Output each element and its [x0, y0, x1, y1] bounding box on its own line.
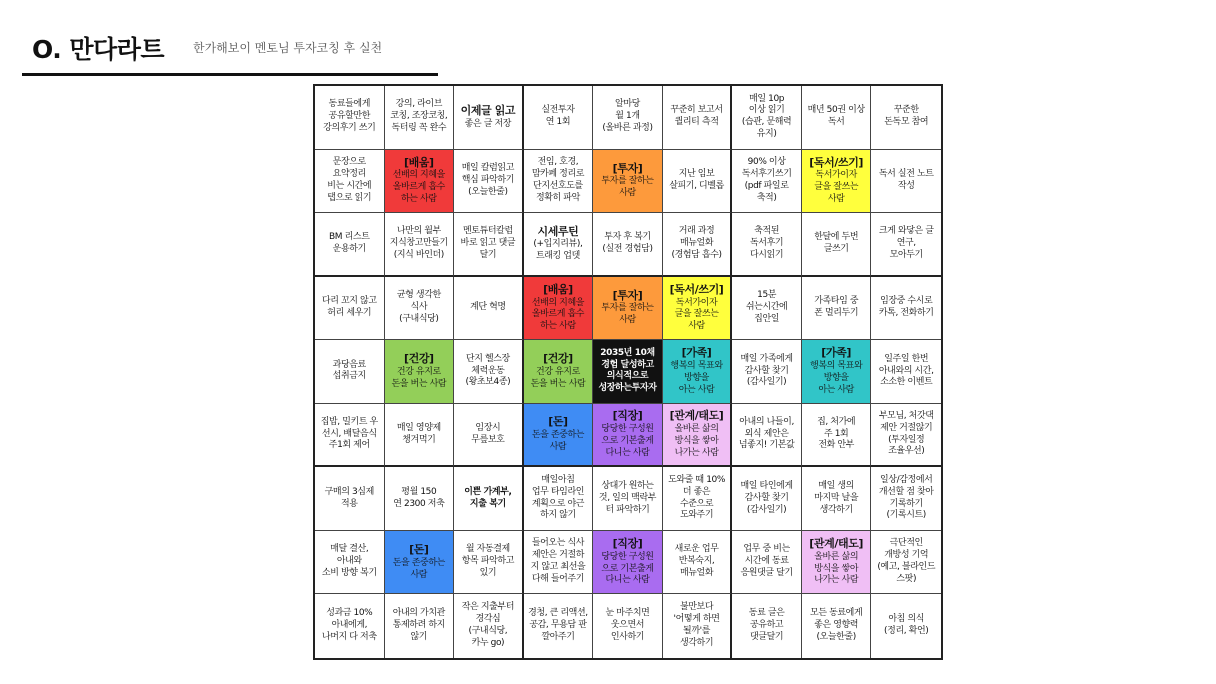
cell-content	[390, 226, 448, 262]
cell-text: 아내의 가치관 통제하려 하지 않기	[392, 608, 445, 643]
action-cell	[663, 213, 733, 277]
cell-content	[329, 232, 369, 256]
action-cell	[385, 467, 455, 531]
cell-text: 임장시 무릎보호	[471, 422, 505, 445]
cell-content	[541, 105, 574, 129]
action-cell	[871, 86, 941, 150]
cell-text: 꾸준히 보고서 퀄리티 측적	[670, 105, 723, 128]
cell-text: 한달에 두번 글쓰기	[814, 232, 859, 254]
action-cell	[871, 594, 941, 658]
cell-text: 선배의 지혜을 올바르게 흡수 하는 사람	[392, 170, 445, 205]
cell-text: 동료들에게 공유할만한 강의후기 쓰기	[323, 99, 376, 134]
action-cell	[315, 277, 385, 341]
action-cell	[385, 86, 455, 150]
action-cell	[871, 467, 941, 531]
action-cell	[871, 531, 941, 595]
cell-content	[322, 296, 377, 320]
cell-heading: [독서/쓰기]	[809, 155, 864, 169]
cell-text: 나만의 월부 지식창고만들기 (지식 바인더)	[389, 226, 448, 260]
cell-text: 이쁜 가계부, 지출 복기	[464, 486, 512, 509]
cell-text: 성과금 10% 아내에게, 나머지 다 저축	[321, 608, 377, 643]
cell-text: 균형 생각한 식사 (구내식당)	[396, 290, 441, 324]
cell-text: 투자를 잘하는 사람	[601, 303, 654, 326]
cell-text: 극단적인 개방성 기억 (예고, 블라인드 스팟)	[877, 538, 936, 585]
cell-heading: [관계/태도]	[809, 536, 864, 550]
cell-content	[675, 544, 719, 580]
cell-text: 업무 중 비는 시간에 동료 응원댓글 달기	[740, 544, 793, 579]
goal-cell	[385, 150, 455, 214]
cell-text: 과당음료 섭취금지	[332, 359, 366, 382]
cell-content	[749, 608, 785, 644]
action-cell	[871, 213, 941, 277]
action-cell	[802, 277, 872, 341]
action-cell	[802, 594, 872, 658]
cell-content	[532, 283, 584, 333]
action-cell	[802, 404, 872, 468]
cell-content	[461, 104, 516, 131]
cell-text: 불만보다 '어떻게 하면 될까'를 생각하기	[673, 602, 720, 649]
cell-text: 동료 글은 공유하고 댓글달기	[748, 608, 785, 643]
cell-text: 당당한 구성원 으로 기본출게 다니는 사람	[601, 551, 654, 586]
cell-content	[668, 475, 725, 523]
cell-content	[810, 608, 862, 644]
action-cell	[732, 86, 802, 150]
cell-text: 크게 와닿은 글 연구, 모아두기	[878, 226, 934, 260]
action-cell	[454, 340, 524, 404]
title-underline	[22, 73, 438, 76]
cell-text: 돈을 존중하는 사람	[392, 557, 445, 580]
action-cell	[524, 86, 594, 150]
cell-heading: [돈]	[409, 542, 429, 556]
cell-content	[464, 487, 511, 511]
goal-cell	[385, 340, 455, 404]
cell-text: 실전투자 연 1회	[541, 105, 575, 128]
cell-text: 선배의 지혜을 올바르게 흡수 하는 사람	[531, 297, 585, 332]
action-cell	[385, 213, 455, 277]
goal-cell	[663, 404, 733, 468]
cell-content	[879, 475, 934, 523]
action-cell	[663, 467, 733, 531]
cell-content	[325, 487, 374, 511]
action-cell	[663, 531, 733, 595]
cell-heading: [가족]	[821, 346, 851, 360]
goal-cell	[593, 531, 663, 595]
cell-content	[333, 360, 366, 384]
cell-content	[601, 409, 653, 459]
cell-content	[599, 481, 656, 517]
cell-text: 멘토튜터칼럼 바로 읽고 댓글 달기	[460, 226, 516, 260]
cell-text: 행복의 목표와 방향을 아는 사람	[810, 361, 863, 395]
cell-content	[393, 487, 444, 511]
goal-cell	[524, 404, 594, 468]
cell-content	[669, 169, 724, 193]
cell-content	[601, 289, 653, 328]
cell-text: 아침 의식 (정리, 확언)	[884, 614, 929, 637]
cell-heading: [건강]	[543, 352, 573, 366]
cell-text: 가족타임 중 폰 멀리두기	[814, 296, 859, 318]
action-cell	[315, 594, 385, 658]
action-cell	[315, 531, 385, 595]
cell-text: 올바른 삶의 방식을 쌓아 나가는 사람	[674, 424, 719, 458]
cell-content	[531, 352, 586, 391]
cell-heading: [독서/쓰기]	[669, 282, 724, 296]
cell-text: 들어오는 식사 제안은 거절하 지 않고 최선을 다해 들어주기	[530, 538, 586, 585]
cell-content	[322, 608, 377, 644]
cell-heading: 시세루틴	[537, 224, 579, 238]
cell-heading: [직장]	[612, 409, 643, 423]
action-cell	[315, 150, 385, 214]
cell-text: 도와줄 때 10% 더 좋은 수준으로 도와주기	[668, 474, 725, 521]
action-cell	[732, 467, 802, 531]
cell-text: 매일 타인에게 감사할 찾기 (감사일기)	[740, 480, 793, 515]
cell-content	[323, 99, 375, 135]
cell-text: 지난 임보 살피기, 디벨롭	[669, 168, 724, 191]
cell-content	[814, 232, 858, 256]
goal-cell	[802, 531, 872, 595]
cell-text: 새로운 업무 반복숙지, 매뉴얼화	[674, 544, 719, 579]
cell-content	[391, 352, 446, 391]
action-cell	[871, 277, 941, 341]
cell-text: 매일 생의 마지막 날을 생각하기	[814, 480, 859, 515]
action-cell	[454, 277, 524, 341]
action-cell	[732, 213, 802, 277]
action-cell	[315, 86, 385, 150]
cell-content	[884, 105, 928, 129]
cell-content	[809, 156, 863, 206]
cell-content	[606, 608, 650, 644]
action-cell	[871, 340, 941, 404]
cell-text: 건강 유지로 돈을 버는 사람	[391, 366, 447, 389]
goal-cell	[385, 531, 455, 595]
cell-content	[740, 481, 792, 517]
cell-text: 2035년 10채 경험 달성하고 의식적으로 성장하는투자자	[598, 347, 657, 394]
cell-content	[532, 475, 584, 523]
cell-content	[327, 157, 371, 205]
action-cell	[663, 594, 733, 658]
action-cell	[593, 213, 663, 277]
cell-text: 상대가 원하는 것, 일의 맥락부 터 파악하기	[598, 480, 657, 515]
cell-heading: 이제글 읽고	[460, 103, 516, 117]
cell-content	[879, 354, 934, 390]
cell-content	[531, 538, 586, 586]
cell-heading: [직장]	[612, 536, 643, 550]
action-cell	[385, 594, 455, 658]
cell-content	[528, 608, 588, 644]
cell-content	[740, 544, 792, 580]
cell-content	[322, 544, 377, 580]
page-title: O. 만다라트	[32, 35, 165, 64]
cell-text: 독서가이자 글을 잘쓰는 사람	[674, 297, 719, 332]
cell-content	[670, 283, 724, 333]
action-cell	[385, 277, 455, 341]
action-cell	[524, 594, 594, 658]
cell-content	[462, 544, 514, 580]
action-cell	[454, 86, 524, 150]
cell-text: 행복의 목표와 방향을 아는 사람	[670, 361, 723, 395]
action-cell	[524, 150, 594, 214]
cell-content	[884, 614, 928, 638]
cell-text: 작은 지출부터 경각심 (구내식당, 카누 go)	[461, 602, 514, 649]
cell-text: 축적된 독서후기 다시읽기	[750, 226, 784, 260]
action-cell	[454, 594, 524, 658]
cell-heading: [관계/태도]	[669, 409, 724, 423]
cell-content	[742, 94, 792, 142]
cell-text: 눈 마주치면 웃으면서 인사하기	[605, 608, 650, 643]
action-cell	[732, 150, 802, 214]
goal-cell	[663, 277, 733, 341]
cell-content	[598, 348, 656, 396]
cell-text: 매년 50권 이상 독서	[807, 105, 865, 128]
cell-content	[674, 602, 720, 650]
cell-text: 매일 가족에게 감사할 찾기 (감사일기)	[740, 353, 793, 388]
cell-text: 올바른 삶의 방식을 쌓아 나가는 사람	[814, 551, 859, 586]
cell-text: 아내의 나들이, 외식 제안은 넘좋지! 기본값	[738, 416, 795, 451]
cell-content	[462, 602, 514, 650]
action-cell	[593, 467, 663, 531]
cell-heading: [건강]	[403, 352, 434, 366]
cell-content	[814, 296, 858, 320]
cell-content	[746, 290, 787, 326]
cell-content	[397, 290, 441, 326]
cell-text: 좋은 글 저장	[464, 118, 512, 129]
action-cell	[315, 340, 385, 404]
action-cell	[524, 531, 594, 595]
mandalart-grid	[315, 86, 941, 658]
action-cell	[802, 467, 872, 531]
cell-content	[532, 157, 584, 205]
cell-text: 집밥, 밀키트 우 선시, 배달음식 주1회 제어	[320, 416, 378, 451]
cell-text: 경청, 큰 리액션, 공감, 무용담 판 깔아주기	[528, 608, 588, 643]
cell-text: 평월 150 연 2300 저축	[393, 486, 445, 509]
action-cell	[454, 404, 524, 468]
action-cell	[454, 531, 524, 595]
cell-content	[814, 481, 858, 517]
action-cell	[385, 404, 455, 468]
action-cell	[454, 213, 524, 277]
cell-text: 당당한 구성원 으로 기본출게 다니는 사람	[601, 424, 654, 458]
cell-content	[602, 232, 652, 256]
goal-cell	[802, 150, 872, 214]
cell-text: 투자를 잘하는 사람	[601, 176, 654, 199]
cell-content	[810, 346, 862, 396]
cell-content	[670, 105, 722, 129]
action-cell	[732, 404, 802, 468]
goal-cell	[802, 340, 872, 404]
cell-content	[742, 157, 792, 205]
action-cell	[315, 404, 385, 468]
cell-text: 강의, 라이브 코칭, 조장코칭, 독터링 꼭 완수	[390, 99, 448, 134]
cell-text: 일상/감정에서 개선할 점 찾아 기록하기 (기록시트)	[878, 474, 934, 521]
action-cell	[663, 86, 733, 150]
cell-text: 건강 유지로 돈을 버는 사람	[530, 366, 586, 389]
action-cell	[871, 404, 941, 468]
cell-content	[740, 354, 792, 390]
goal-cell	[524, 277, 594, 341]
action-cell	[315, 213, 385, 277]
action-cell	[593, 86, 663, 150]
cell-content	[393, 608, 445, 644]
cell-text: 투자 후 복기 (실전 경험담)	[602, 232, 653, 254]
cell-heading: [돈]	[548, 415, 568, 429]
cell-text: 매일아침 업무 타임라인 계획으로 야근 하지 않기	[531, 474, 585, 521]
cell-text: 월 자동결제 항목 파악하고 있기	[461, 544, 514, 579]
cell-text: 꾸준한 돈독모 참여	[884, 105, 929, 128]
cell-text: 매일 10p 이상 읽기 (습관, 문해력 유지)	[741, 93, 792, 140]
cell-text: BM 리스트 운용하기	[329, 232, 370, 254]
cell-content	[750, 226, 783, 262]
cell-content	[670, 409, 724, 459]
cell-text: 다리 꼬지 않고 허리 세우기	[321, 296, 377, 318]
cell-text: 부모님, 처갓댁 제안 거절않기 (투자일정 조율우선)	[878, 410, 934, 457]
cell-text: 거래 과정 매뉴얼화 (경험담 흡수)	[671, 226, 722, 260]
cell-content	[808, 105, 865, 129]
cell-content	[393, 543, 445, 582]
cell-heading: [배움]	[403, 155, 434, 169]
action-cell	[732, 594, 802, 658]
cell-content	[461, 226, 516, 262]
goal-cell	[593, 150, 663, 214]
cell-text: 모든 동료에게 좋은 영향력 (오늘한줄)	[810, 608, 863, 643]
goal-cell	[593, 340, 663, 404]
cell-content	[321, 417, 378, 453]
cell-content	[879, 169, 934, 193]
cell-content	[670, 346, 722, 396]
action-cell	[802, 86, 872, 150]
mandalart-chart	[313, 84, 943, 660]
cell-text: 구매의 3심제 적용	[324, 486, 374, 509]
cell-heading: [배움]	[543, 282, 573, 296]
action-cell	[315, 467, 385, 531]
cell-heading: [투자]	[612, 161, 643, 175]
cell-text: 독서 실전 노트 작성	[878, 168, 934, 191]
goal-cell	[663, 340, 733, 404]
cell-text: 매일 영양제 챙겨먹기	[396, 422, 441, 445]
cell-heading: [투자]	[612, 288, 643, 302]
goal-cell	[524, 340, 594, 404]
cell-heading: [가족]	[681, 346, 712, 360]
cell-content	[533, 225, 582, 264]
cell-content	[877, 538, 935, 586]
goal-cell	[593, 277, 663, 341]
cell-content	[470, 302, 506, 314]
cell-text: 15분 쉬는시간에 집안일	[745, 290, 788, 324]
cell-content	[471, 423, 504, 447]
page-subtitle: 한가해보이 멘토님 투자코칭 후 실천	[193, 41, 383, 55]
cell-text: 알마당 월 1개 (올바른 과정)	[602, 99, 653, 134]
cell-content	[466, 354, 511, 390]
cell-content	[602, 99, 652, 135]
cell-content	[393, 156, 445, 206]
action-cell	[802, 213, 872, 277]
cell-content	[601, 537, 653, 587]
cell-text: 일주일 한번 아내와의 시간, 소소한 이벤트	[878, 353, 934, 388]
cell-text: 독서가이자 글을 잘쓰는 사람	[814, 170, 859, 205]
action-cell	[524, 467, 594, 531]
cell-content	[390, 99, 447, 135]
cell-content	[739, 417, 794, 453]
cell-content	[532, 415, 584, 454]
cell-text: 집, 처가에 주 1회 전화 안부	[817, 416, 856, 451]
action-cell	[593, 594, 663, 658]
cell-text: 매달 결산, 아내와 소비 방향 복기	[321, 544, 377, 579]
cell-content	[879, 411, 934, 459]
action-cell	[732, 340, 802, 404]
cell-content	[879, 296, 934, 320]
cell-text: 90% 이상 독서후기쓰기 (pdf 파일로 축적)	[741, 157, 792, 203]
cell-text: 계단 혁명	[470, 302, 506, 312]
cell-content	[817, 417, 855, 453]
cell-text: 임장중 수시로 카톡, 전화하기	[878, 296, 934, 318]
cell-text: 단지 헬스장 체력운동 (왕초보4종)	[465, 353, 511, 388]
cell-text: 돈을 존중하는 사람	[531, 430, 585, 452]
cell-text: 매일 칼럼읽고 핵심 파악하기 (오늘한줄)	[461, 163, 514, 197]
cell-content	[879, 226, 934, 262]
cell-content	[462, 163, 514, 199]
cell-text: 문장으로 요약정리 비는 시간에 탭으로 읽기	[327, 157, 372, 203]
action-cell	[871, 150, 941, 214]
action-cell	[732, 277, 802, 341]
cell-content	[671, 226, 721, 262]
cell-content	[397, 423, 441, 447]
action-cell	[524, 213, 594, 277]
cell-text: (+입지리뷰), 트래킹 업뎃	[533, 239, 583, 262]
action-cell	[663, 150, 733, 214]
cell-content	[601, 162, 653, 201]
cell-text: 전임, 호경, 맘카페 정리로 단지선호도를 정확히 파악	[531, 157, 585, 203]
action-cell	[454, 467, 524, 531]
goal-cell	[593, 404, 663, 468]
action-cell	[454, 150, 524, 214]
action-cell	[732, 531, 802, 595]
cell-content	[809, 537, 863, 587]
